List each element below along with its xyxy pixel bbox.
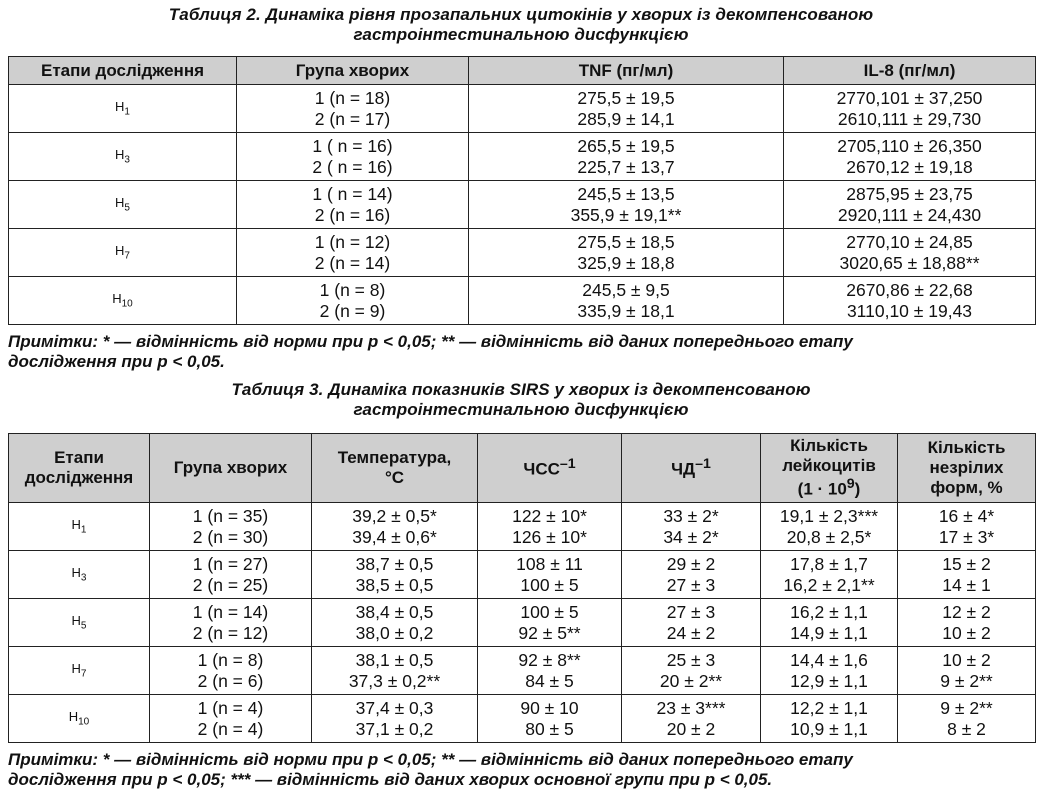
table-row (9, 503, 1036, 551)
group-cell: 1 (n = 8) 2 (n = 6) (150, 647, 312, 695)
tnf-cell: 275,5 ± 19,5 285,9 ± 14,1 (469, 85, 784, 133)
table2-caption-line2: гастроінтестинальною дисфункцією (353, 25, 689, 44)
table3-note-line1: Примітки: * — відмінність від норми при р < 0,05; ** — відмінність від даних попереднього етапу (8, 750, 853, 769)
temperature-cell: 38,4 ± 0,5 38,0 ± 0,2 (312, 599, 478, 647)
stage-cell: $Н_3$ (9, 551, 150, 599)
table-row (9, 647, 1036, 695)
table3-note-line2: дослідження при р < 0,05; *** — відмінність від даних хворих основної групи при р < 0,05. (8, 770, 773, 789)
leukocytes-cell: 16,2 ± 1,1 14,9 ± 1,1 (761, 599, 898, 647)
stage-cell: $Н_{10}$ (9, 277, 237, 325)
table3-header-row (9, 434, 1036, 503)
tnf-cell: 275,5 ± 18,5 325,9 ± 18,8 (469, 229, 784, 277)
rr-cell: 33 ± 2* 34 ± 2* (622, 503, 761, 551)
il8-cell: 2770,10 ± 24,85 3020,65 ± 18,88** (784, 229, 1036, 277)
table3-header-stage: Етапи дослідження (9, 434, 150, 503)
hr-cell: 92 ± 8** 84 ± 5 (478, 647, 622, 695)
rr-cell: 25 ± 3 20 ± 2** (622, 647, 761, 695)
stage-cell: $Н_3$ (9, 133, 237, 181)
immature-cell: 10 ± 2 9 ± 2** (898, 647, 1036, 695)
table-row (9, 181, 1036, 229)
group-cell: 1 (n = 35) 2 (n = 30) (150, 503, 312, 551)
table-row (9, 85, 1036, 133)
hr-cell: 122 ± 10* 126 ± 10* (478, 503, 622, 551)
temperature-cell: 38,1 ± 0,5 37,3 ± 0,2** (312, 647, 478, 695)
tnf-cell: 245,5 ± 9,5 335,9 ± 18,1 (469, 277, 784, 325)
table3-caption-line1: Таблиця 3. Динаміка показників SIRS у хворих із декомпенсованою (231, 380, 811, 399)
leukocytes-cell: 17,8 ± 1,7 16,2 ± 2,1** (761, 551, 898, 599)
stage-cell: $Н_1$ (9, 503, 150, 551)
il8-cell: 2670,86 ± 22,68 3110,10 ± 19,43 (784, 277, 1036, 325)
il8-cell: 2705,110 ± 26,350 2670,12 ± 19,18 (784, 133, 1036, 181)
hr-cell: 100 ± 5 92 ± 5** (478, 599, 622, 647)
group-cell: 1 (n = 27) 2 (n = 25) (150, 551, 312, 599)
group-cell: 1 (n = 12) 2 (n = 14) (237, 229, 469, 277)
il8-cell: 2770,101 ± 37,250 2610,111 ± 29,730 (784, 85, 1036, 133)
hr-cell: 90 ± 10 80 ± 5 (478, 695, 622, 743)
stage-cell: $Н_7$ (9, 229, 237, 277)
tnf-cell: 245,5 ± 13,5 355,9 ± 19,1** (469, 181, 784, 229)
table3-header-rr: $ЧД^{-1}$ (622, 434, 761, 503)
stage-cell: $Н_1$ (9, 85, 237, 133)
immature-cell: 15 ± 2 14 ± 1 (898, 551, 1036, 599)
table2-caption (0, 5, 1042, 45)
leukocytes-cell: 14,4 ± 1,6 12,9 ± 1,1 (761, 647, 898, 695)
temperature-cell: 39,2 ± 0,5* 39,4 ± 0,6* (312, 503, 478, 551)
table3-caption (0, 380, 1042, 420)
table2-note-line1: Примітки: * — відмінність від норми при р < 0,05; ** — відмінність від даних попереднього етапу (8, 332, 853, 351)
group-cell: 1 (n = 14) 2 (n = 12) (150, 599, 312, 647)
table3-header-group: Група хворих (150, 434, 312, 503)
group-cell: 1 (n = 4) 2 (n = 4) (150, 695, 312, 743)
leukocytes-cell: 19,1 ± 2,3*** 20,8 ± 2,5* (761, 503, 898, 551)
table2-header-row (9, 57, 1036, 85)
immature-cell: 9 ± 2** 8 ± 2 (898, 695, 1036, 743)
table-row (9, 277, 1036, 325)
stage-cell: $Н_5$ (9, 181, 237, 229)
rr-cell: 29 ± 2 27 ± 3 (622, 551, 761, 599)
table-row (9, 599, 1036, 647)
immature-cell: 16 ± 4* 17 ± 3* (898, 503, 1036, 551)
table3-header-temperature: Температура, °С (312, 434, 478, 503)
table3-header-leukocytes: Кількість лейкоцитів $(1 \cdot 10^9)$ (761, 434, 898, 503)
table3-header-hr: $ЧСС^{-1}$ (478, 434, 622, 503)
immature-cell: 12 ± 2 10 ± 2 (898, 599, 1036, 647)
table2-header-stage: Етапи дослідження (9, 57, 237, 85)
table-row (9, 133, 1036, 181)
rr-cell: 27 ± 3 24 ± 2 (622, 599, 761, 647)
group-cell: 1 ( n = 14) 2 (n = 16) (237, 181, 469, 229)
group-cell: 1 ( n = 16) 2 ( n = 16) (237, 133, 469, 181)
table3-header-immature: Кількість незрілих форм, % (898, 434, 1036, 503)
stage-cell: $Н_7$ (9, 647, 150, 695)
tnf-cell: 265,5 ± 19,5 225,7 ± 13,7 (469, 133, 784, 181)
table2 (8, 56, 1036, 325)
table2-note (8, 332, 1038, 372)
leukocytes-cell: 12,2 ± 1,1 10,9 ± 1,1 (761, 695, 898, 743)
table2-note-line2: дослідження при р < 0,05. (8, 352, 225, 371)
table2-header-group: Група хворих (237, 57, 469, 85)
rr-cell: 23 ± 3*** 20 ± 2 (622, 695, 761, 743)
table3 (8, 433, 1036, 743)
table2-caption-line1: Таблиця 2. Динаміка рівня прозапальних цитокінів у хворих із декомпенсованою (168, 5, 874, 24)
il8-cell: 2875,95 ± 23,75 2920,111 ± 24,430 (784, 181, 1036, 229)
table2-header-tnf: TNF (пг/мл) (469, 57, 784, 85)
table-row (9, 695, 1036, 743)
temperature-cell: 38,7 ± 0,5 38,5 ± 0,5 (312, 551, 478, 599)
table-row (9, 551, 1036, 599)
stage-cell: $Н_{10}$ (9, 695, 150, 743)
temperature-cell: 37,4 ± 0,3 37,1 ± 0,2 (312, 695, 478, 743)
group-cell: 1 (n = 18) 2 (n = 17) (237, 85, 469, 133)
table3-caption-line2: гастроінтестинальною дисфункцією (353, 400, 689, 419)
stage-cell: $Н_5$ (9, 599, 150, 647)
hr-cell: 108 ± 11 100 ± 5 (478, 551, 622, 599)
table-row (9, 229, 1036, 277)
table2-header-il8: IL-8 (пг/мл) (784, 57, 1036, 85)
group-cell: 1 (n = 8) 2 (n = 9) (237, 277, 469, 325)
table3-note (8, 750, 1038, 790)
